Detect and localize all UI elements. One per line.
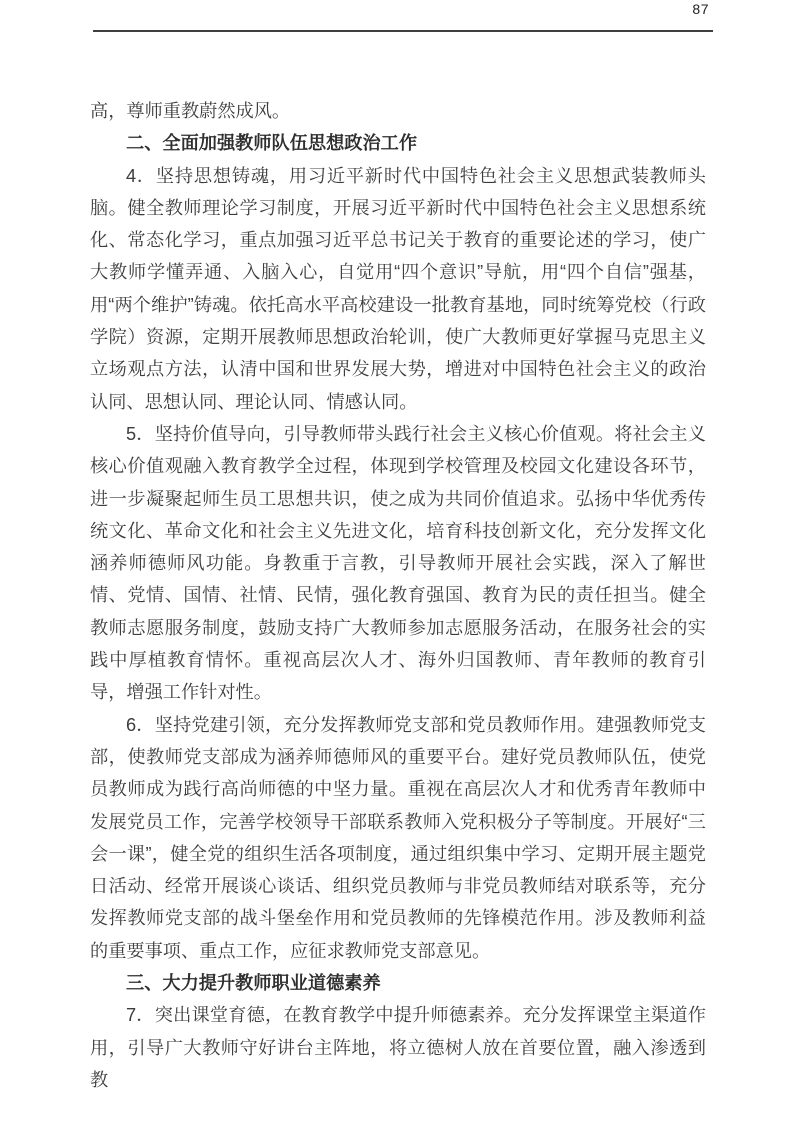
body-paragraph: 高，尊师重教蔚然成风。 <box>90 101 291 121</box>
body-paragraph: 7．突出课堂育德，在教育教学中提升师德素养。充分发挥课堂主渠道作用，引导广大教师守好讲台主阵地，将立德树人放在首要位置，融入渗透到教 <box>90 1005 706 1090</box>
document-body <box>90 95 706 1096</box>
page-number: 87 <box>692 1 709 17</box>
section-heading: 二、全面加强教师队伍思想政治工作 <box>126 133 418 154</box>
body-paragraph: 6．坚持党建引领，充分发挥教师党支部和党员教师作用。建强教师党支部，使教师党支部成为涵养师德师风的重要平台。建好党员教师队伍，使党员教师成为践行高尚师德的中坚力量。重视在高层次人才和优秀青年教师中发展党员工作，完善学校领导干部联系教师入党积极分子等制度。开展好“三会一课”，健全党的组织生活各项制度，通过组织集中学习、定期开展主题党日活动、经常开展谈心谈话、组织党员教师与非党员教师结对联系等，充分发挥教师党支部的战斗堡垒作用和党员教师的先锋模范作用。涉及教师利益的重要事项、重点工作，应征求教师党支部意见。 <box>90 714 706 961</box>
section-heading: 三、大力提升教师职业道德素养 <box>126 973 381 994</box>
header-rule <box>93 30 713 32</box>
body-paragraph: 5．坚持价值导向，引导教师带头践行社会主义核心价值观。将社会主义核心价值观融入教育教学全过程，体现到学校管理及校园文化建设各环节，进一步凝聚起师生员工思想共识，使之成为共同价值追求。弘扬中华优秀传统文化、革命文化和社会主义先进文化，培育科技创新文化，充分发挥文化涵养师德师风功能。身教重于言教，引导教师开展社会实践，深入了解世情、党情、国情、社情、民情，强化教育强国、教育为民的责任担当。健全教师志愿服务制度，鼓励支持广大教师参加志愿服务活动，在服务社会的实践中厚植教育情怀。重视高层次人才、海外归国教师、青年教师的教育引导，增强工作针对性。 <box>90 423 706 703</box>
body-paragraph: 4．坚持思想铸魂，用习近平新时代中国特色社会主义思想武装教师头脑。健全教师理论学习制度，开展习近平新时代中国特色社会主义思想系统化、常态化学习，重点加强习近平总书记关于教育的重要论述的学习，使广大教师学懂弄通、入脑入心，自觉用“四个意识”导航，用“四个自信”强基，用“两个维护”铸魂。依托高水平高校建设一批教育基地，同时统筹党校（行政学院）资源，定期开展教师思想政治轮训，使广大教师更好掌握马克思主义立场观点方法，认清中国和世界发展大势，增进对中国特色社会主义的政治认同、思想认同、理论认同、情感认同。 <box>90 165 706 412</box>
